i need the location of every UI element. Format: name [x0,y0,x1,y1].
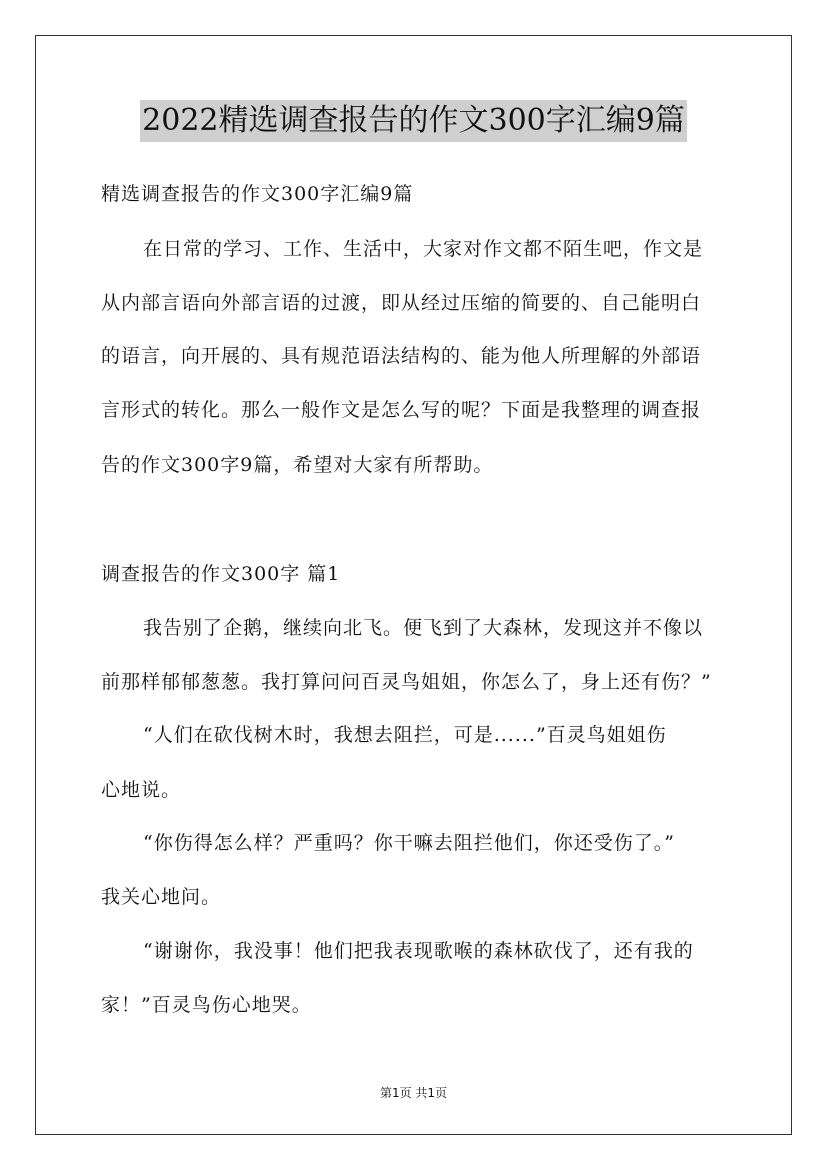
intro-line: 告的作文300字9篇，希望对大家有所帮助。 [101,454,494,476]
body-line: 心地说。 [101,779,182,801]
body-line: 我关心地问。 [101,886,222,908]
intro-line: 言形式的转化。那么一般作文是怎么写的呢？下面是我整理的调查报 [101,399,702,421]
document-title: 2022精选调查报告的作文300字汇编9篇 [140,100,687,142]
page-footer: 第1页 共1页 [379,1086,448,1100]
section-heading: 调查报告的作文300字 篇1 [101,563,341,585]
body-line: “你伤得怎么样？严重吗？你干嘛去阻拦他们，你还受伤了。” [143,832,675,854]
document-subtitle: 精选调查报告的作文300字汇编9篇 [101,183,414,205]
intro-line: 在日常的学习、工作、生活中，大家对作文都不陌生吧，作文是 [143,238,704,260]
intro-line: 从内部言语向外部言语的过渡，即从经过压缩的简要的、自己能明白 [101,292,702,314]
intro-line: 的语言，向开展的、具有规范语法结构的、能为他人所理解的外部语 [101,345,702,367]
body-line: “谢谢你，我没事！他们把我表现歌喉的森林砍伐了，还有我的 [143,940,694,962]
body-line: “人们在砍伐树木时，我想去阻拦，可是......”百灵鸟姐姐伤 [143,724,667,746]
body-line: 前那样郁郁葱葱。我打算问问百灵鸟姐姐，你怎么了，身上还有伤？” [101,671,712,693]
document-title-wrap [0,100,827,142]
body-line: 家！”百灵鸟伤心地哭。 [101,994,312,1016]
body-line: 我告别了企鹅，继续向北飞。便飞到了大森林，发现这并不像以 [143,617,704,639]
